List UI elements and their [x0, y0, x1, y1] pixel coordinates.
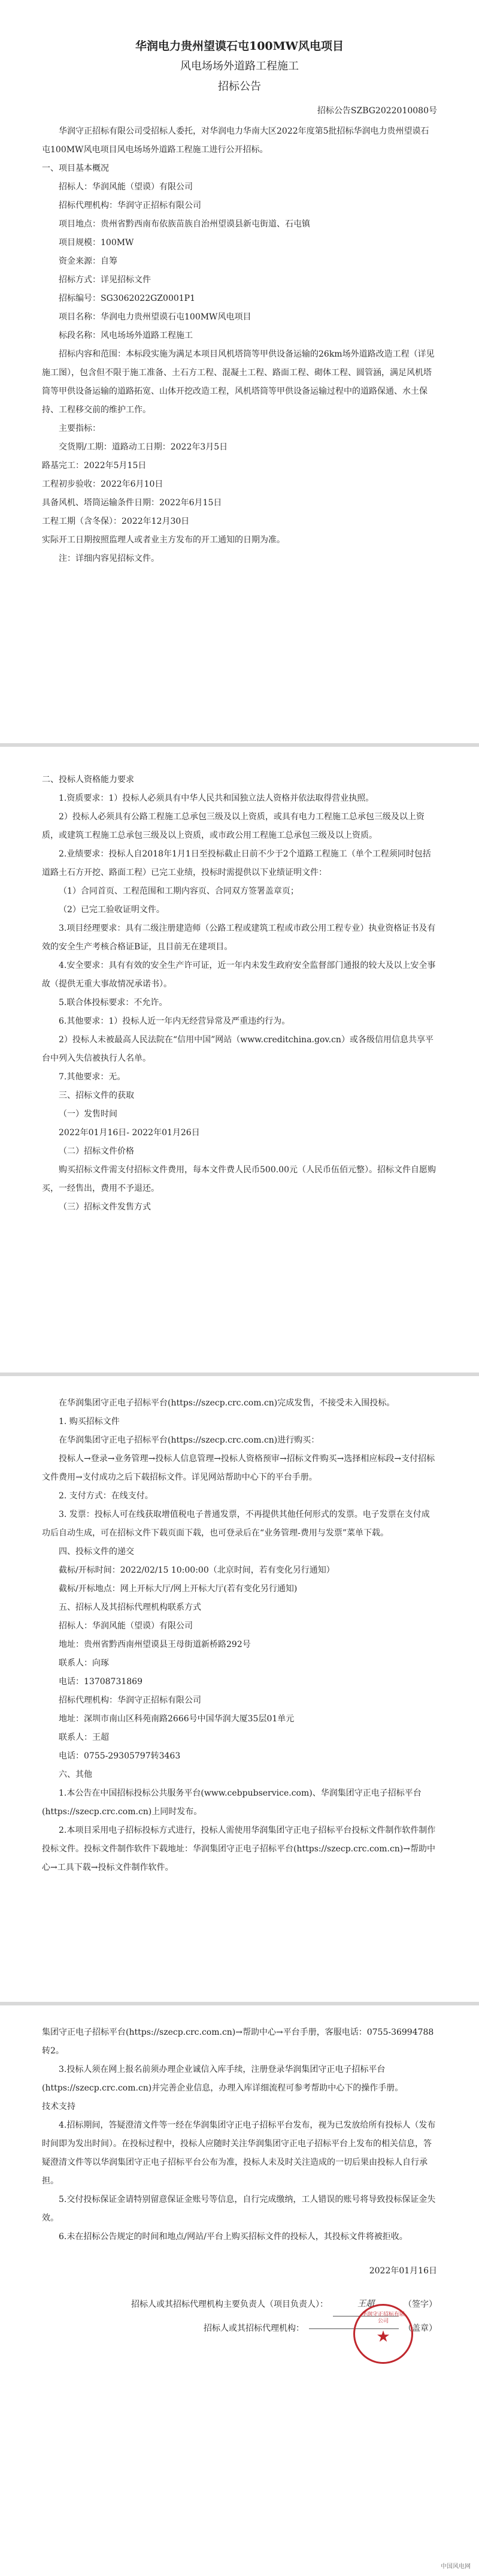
seal-label: 招标人或其招标代理机构： [204, 2324, 304, 2333]
body-line: 地址：贵州省黔西南州望谟县王母街道新桥路292号 [59, 1640, 251, 1649]
body-line: （二）招标文件价格 [59, 1147, 134, 1156]
doc-title: 华润电力贵州望谟石屯100MW风电项目 [135, 40, 344, 53]
page-4 [0, 2005, 479, 2576]
body-line: 7.其他要求：无。 [59, 1072, 126, 1082]
page-3 [0, 1376, 479, 2002]
body-line: 1.资质要求：1）投标人必须具有中华人民共和国独立法人资格并依法取得营业执照。 [59, 794, 374, 803]
body-line: 4.招标期间，答疑澄清文件等一经在华润集团守正电子招标平台发布，视为已发放给所有投标人（发布时间即为发出时间）。在投标过程中，投标人应随时关注华润集团守正电子招标平台上发布的相关信息，答疑澄清文件等以华润集团守正电子招标平台公布为准，投标人未及时关注造成的一切后果由投标人自行承担。 [42, 2120, 436, 2186]
body-line: 3.项目经理要求：具有二级注册建造师（公路工程或建筑工程或市政公用工程专业）执业资格证书及有效的安全生产考核合格证B证，且目前无在建项目。 [42, 924, 436, 952]
body-line: 实际开工日期按照监理人或者业主方发布的开工通知的日期为准。 [42, 535, 285, 545]
signature-block [42, 2292, 437, 2346]
section-heading: 二、投标人资格能力要求 [42, 775, 134, 785]
page-2 [0, 747, 479, 1373]
body-line: 注：详细内容见招标文件。 [59, 554, 159, 563]
company-seal [353, 2304, 413, 2364]
body-line: 招标人：华润风能（望谟）有限公司 [59, 1621, 193, 1631]
body-line: 1. 购买招标文件 [59, 1417, 120, 1426]
seal-star-icon: ★ [376, 2328, 390, 2346]
body-line: 路基完工：2022年5月15日 [42, 461, 147, 470]
body-line: 招标代理机构：华润守正招标有限公司 [59, 201, 201, 210]
body-line: 2）投标人必须具有公路工程施工总承包三级及以上资质，或具有电力工程施工总承包三级及以上资质，或建筑工程施工总承包三级及以上资质，或市政公用工程施工总承包三级及以上资质。 [42, 812, 425, 840]
body-line: 在华润集团守正电子招标平台(https://szecp.crc.com.cn)进行购买： [59, 1435, 320, 1445]
doc-subtitle: 风电场场外道路工程施工 [180, 60, 299, 73]
body-line: 工程初步验收：2022年6月10日 [42, 479, 163, 489]
body-line: 联系人：向琢 [59, 1658, 109, 1668]
body-line: 2. 支付方式：在线支付。 [59, 1491, 153, 1501]
body-line: 3. 发票：投标人可在线获取增值税电子普通发票，不再提供其他任何形式的发票。电子发票在支付成功后自动生成，可在招标文件下载页面下载，也可登录后在“业务管理-费用与发票”菜单下载。 [42, 1510, 430, 1538]
body-line: 截标/开标时间：2022/02/15 10:00:00（北京时间，若有变化另行通知） [59, 1565, 335, 1575]
body-line: 技术支持 [42, 2102, 75, 2112]
handwritten-signature: 王超 [333, 2292, 399, 2316]
section-heading: 三、招标文件的获取 [59, 1091, 134, 1100]
body-line: 3.投标人须在网上报名前须办理企业诚信入库手续，注册登录华润集团守正电子招标平台(https://szecp.crc.com.cn)并完善企业信息，办理入库详细流程可参考帮助中心下的操作手册。 [42, 2065, 404, 2093]
body-line: 交货期/工期：道路动工日期：2022年3月5日 [59, 442, 228, 452]
body-line: 项目规模：100MW [59, 238, 134, 248]
watermark: 中国风电网 [441, 2563, 471, 2570]
body-line: 资金来源：自筹 [59, 257, 117, 266]
sign-suffix: （签字） [404, 2299, 437, 2309]
body-line: 联系人：王超 [59, 1733, 109, 1742]
body-line: 4.安全要求：具有有效的安全生产许可证，近一年内未发生政府安全监督部门通报的较大及以上安全事故（提供无重大事故情况承诺书）。 [42, 961, 436, 989]
seal-text: 华润守正招标有限公司 [361, 2312, 405, 2324]
body-line: 2.本项目采用电子招标投标方式进行，投标人需使用华润集团守正电子招标平台投标文件制作软件制作投标文件。投标文件制作软件下载地址：华润集团守正电子招标平台(https://szecp.crc.com.cn)→帮助中心→工具下载→投标文件制作软件。 [42, 1826, 436, 1872]
body-line: 招标代理机构：华润守正招标有限公司 [59, 1696, 201, 1705]
body-line: 招标人：华润风能（望谟）有限公司 [59, 182, 193, 192]
body-line: 地址：深圳市南山区科苑南路2666号中国华润大厦35层01单元 [59, 1714, 295, 1724]
body-line: 招标方式：详见招标文件 [59, 275, 151, 285]
body-line: 投标人→登录→业务管理→投标人信息管理→投标人资格预审→招标文件购买→选择相应标段→支付招标文件费用→支付成功之后下载招标文件。详见网站帮助中心下的平台手册。 [42, 1454, 435, 1482]
body-line: 6.未在招标公告规定的时间和地点/网站/平台上购买招标文件的投标人，其投标文件将被拒收。 [59, 2232, 408, 2242]
page-1 [0, 0, 479, 743]
section-heading: 六、其他 [59, 1770, 92, 1779]
body-line: （1）合同首页、工程范围和工期内容页、合同双方签署盖章页； [59, 886, 299, 896]
body-line: 在华润集团守正电子招标平台(https://szecp.crc.com.cn)完成发售，不接受未入围投标。 [59, 1398, 395, 1408]
body-line: 购买招标文件需支付招标文件费用，每本文件费人民币500.00元（人民币伍佰元整）。招标文件自愿购买，一经售出，费用不予退还。 [42, 1165, 436, 1193]
body-line: 具备风机、塔筒运输条件日期：2022年6月15日 [42, 498, 222, 508]
scope-paragraph: 招标内容和范围：本标段实施为满足本项目风机塔筒等甲供设备运输的26km场外道路改造工程（详见施工图），包含但不限于施工准备、土石方工程、混凝土工程、路面工程、砌体工程、圆管涵，满足风机塔筒等甲供设备运输的道路拓宽、山体开挖改造工程，风机塔筒等甲供设备运输过程中的道路保通、水土保持、工程移交前的维护工作。 [42, 349, 435, 415]
section-heading: 四、投标文件的递交 [59, 1547, 134, 1557]
body-line: 招标编号：SG3062022GZ0001P1 [59, 294, 195, 303]
body-line: 电话：13708731869 [59, 1677, 143, 1687]
seal-suffix: （盖章） [404, 2324, 437, 2333]
issue-date: 2022年01月16日 [369, 2266, 437, 2276]
section-heading: 五、招标人及其招标代理机构联系方式 [59, 1603, 201, 1612]
body-line: 截标/开标地点：网上开标大厅/网上开标大厅(若有变化另行通知) [59, 1584, 298, 1594]
section-heading: 一、项目基本概况 [42, 164, 109, 173]
body-line: 2）投标人未被最高人民法院在“信用中国”网站（www.creditchina.gov.cn）或各级信用信息共享平台中列入失信被执行人名单。 [42, 1035, 433, 1063]
body-line: 2022年01月16日- 2022年01月26日 [59, 1128, 200, 1138]
body-line: 2.业绩要求：投标人自2018年1月1日至投标截止日前不少于2个道路工程施工（单个工程须同时包括道路土石方开挖、路面工程）已完工业绩，投标时需提供以下业绩证明文件： [42, 849, 431, 877]
intro-paragraph: 华润守正招标有限公司受招标人委托，对华润电力华南大区2022年度第5批招标华润电力贵州望谟石屯100MW风电项目风电场场外道路工程施工进行公开招标。 [42, 126, 429, 155]
body-line: 工程工期（含冬保）：2022年12月30日 [42, 517, 190, 526]
doc-notice-label: 招标公告 [218, 80, 261, 93]
body-line: 6.其他要求：1）投标人近一年内无经营异常及严重违约行为。 [59, 1016, 290, 1026]
body-line: 5.交付投标保证金请特别留意保证金账号等信息，自行完成缴纳，工人错误的账号将导致投标保证金失效。 [42, 2195, 436, 2223]
doc-number: 招标公告SZBG2022010080号 [317, 106, 437, 116]
signer-label: 招标人或其招标代理机构主要负责人（项目负责人）： [131, 2299, 328, 2309]
body-line: 主要指标： [59, 424, 101, 433]
body-line: 项目名称：华润电力贵州望谟石屯100MW风电项目 [59, 312, 251, 322]
body-line: 项目地点：贵州省黔西南布依族苗族自治州望谟县新屯街道、石屯镇 [59, 219, 310, 229]
body-line: 5.联合体投标要求：不允许。 [59, 998, 168, 1008]
body-line: 标段名称：风电场场外道路工程施工 [59, 331, 193, 340]
body-line: 集团守正电子招标平台(https://szecp.crc.com.cn)→帮助中心→平台手册，客服电话：0755-36994788转2。 [42, 2028, 434, 2056]
body-line: （2）已完工验收证明文件。 [59, 905, 165, 915]
body-line: 1.本公告在中国招标投标公共服务平台(www.cebpubservice.com)、华润集团守正电子招标平台(https://szecp.crc.com.cn)上同时发布。 [42, 1788, 422, 1817]
body-line: （一）发售时间 [59, 1109, 117, 1119]
body-line: 电话：0755-29305797转3463 [59, 1751, 181, 1761]
body-line: （三）招标文件发售方式 [59, 1202, 151, 1212]
